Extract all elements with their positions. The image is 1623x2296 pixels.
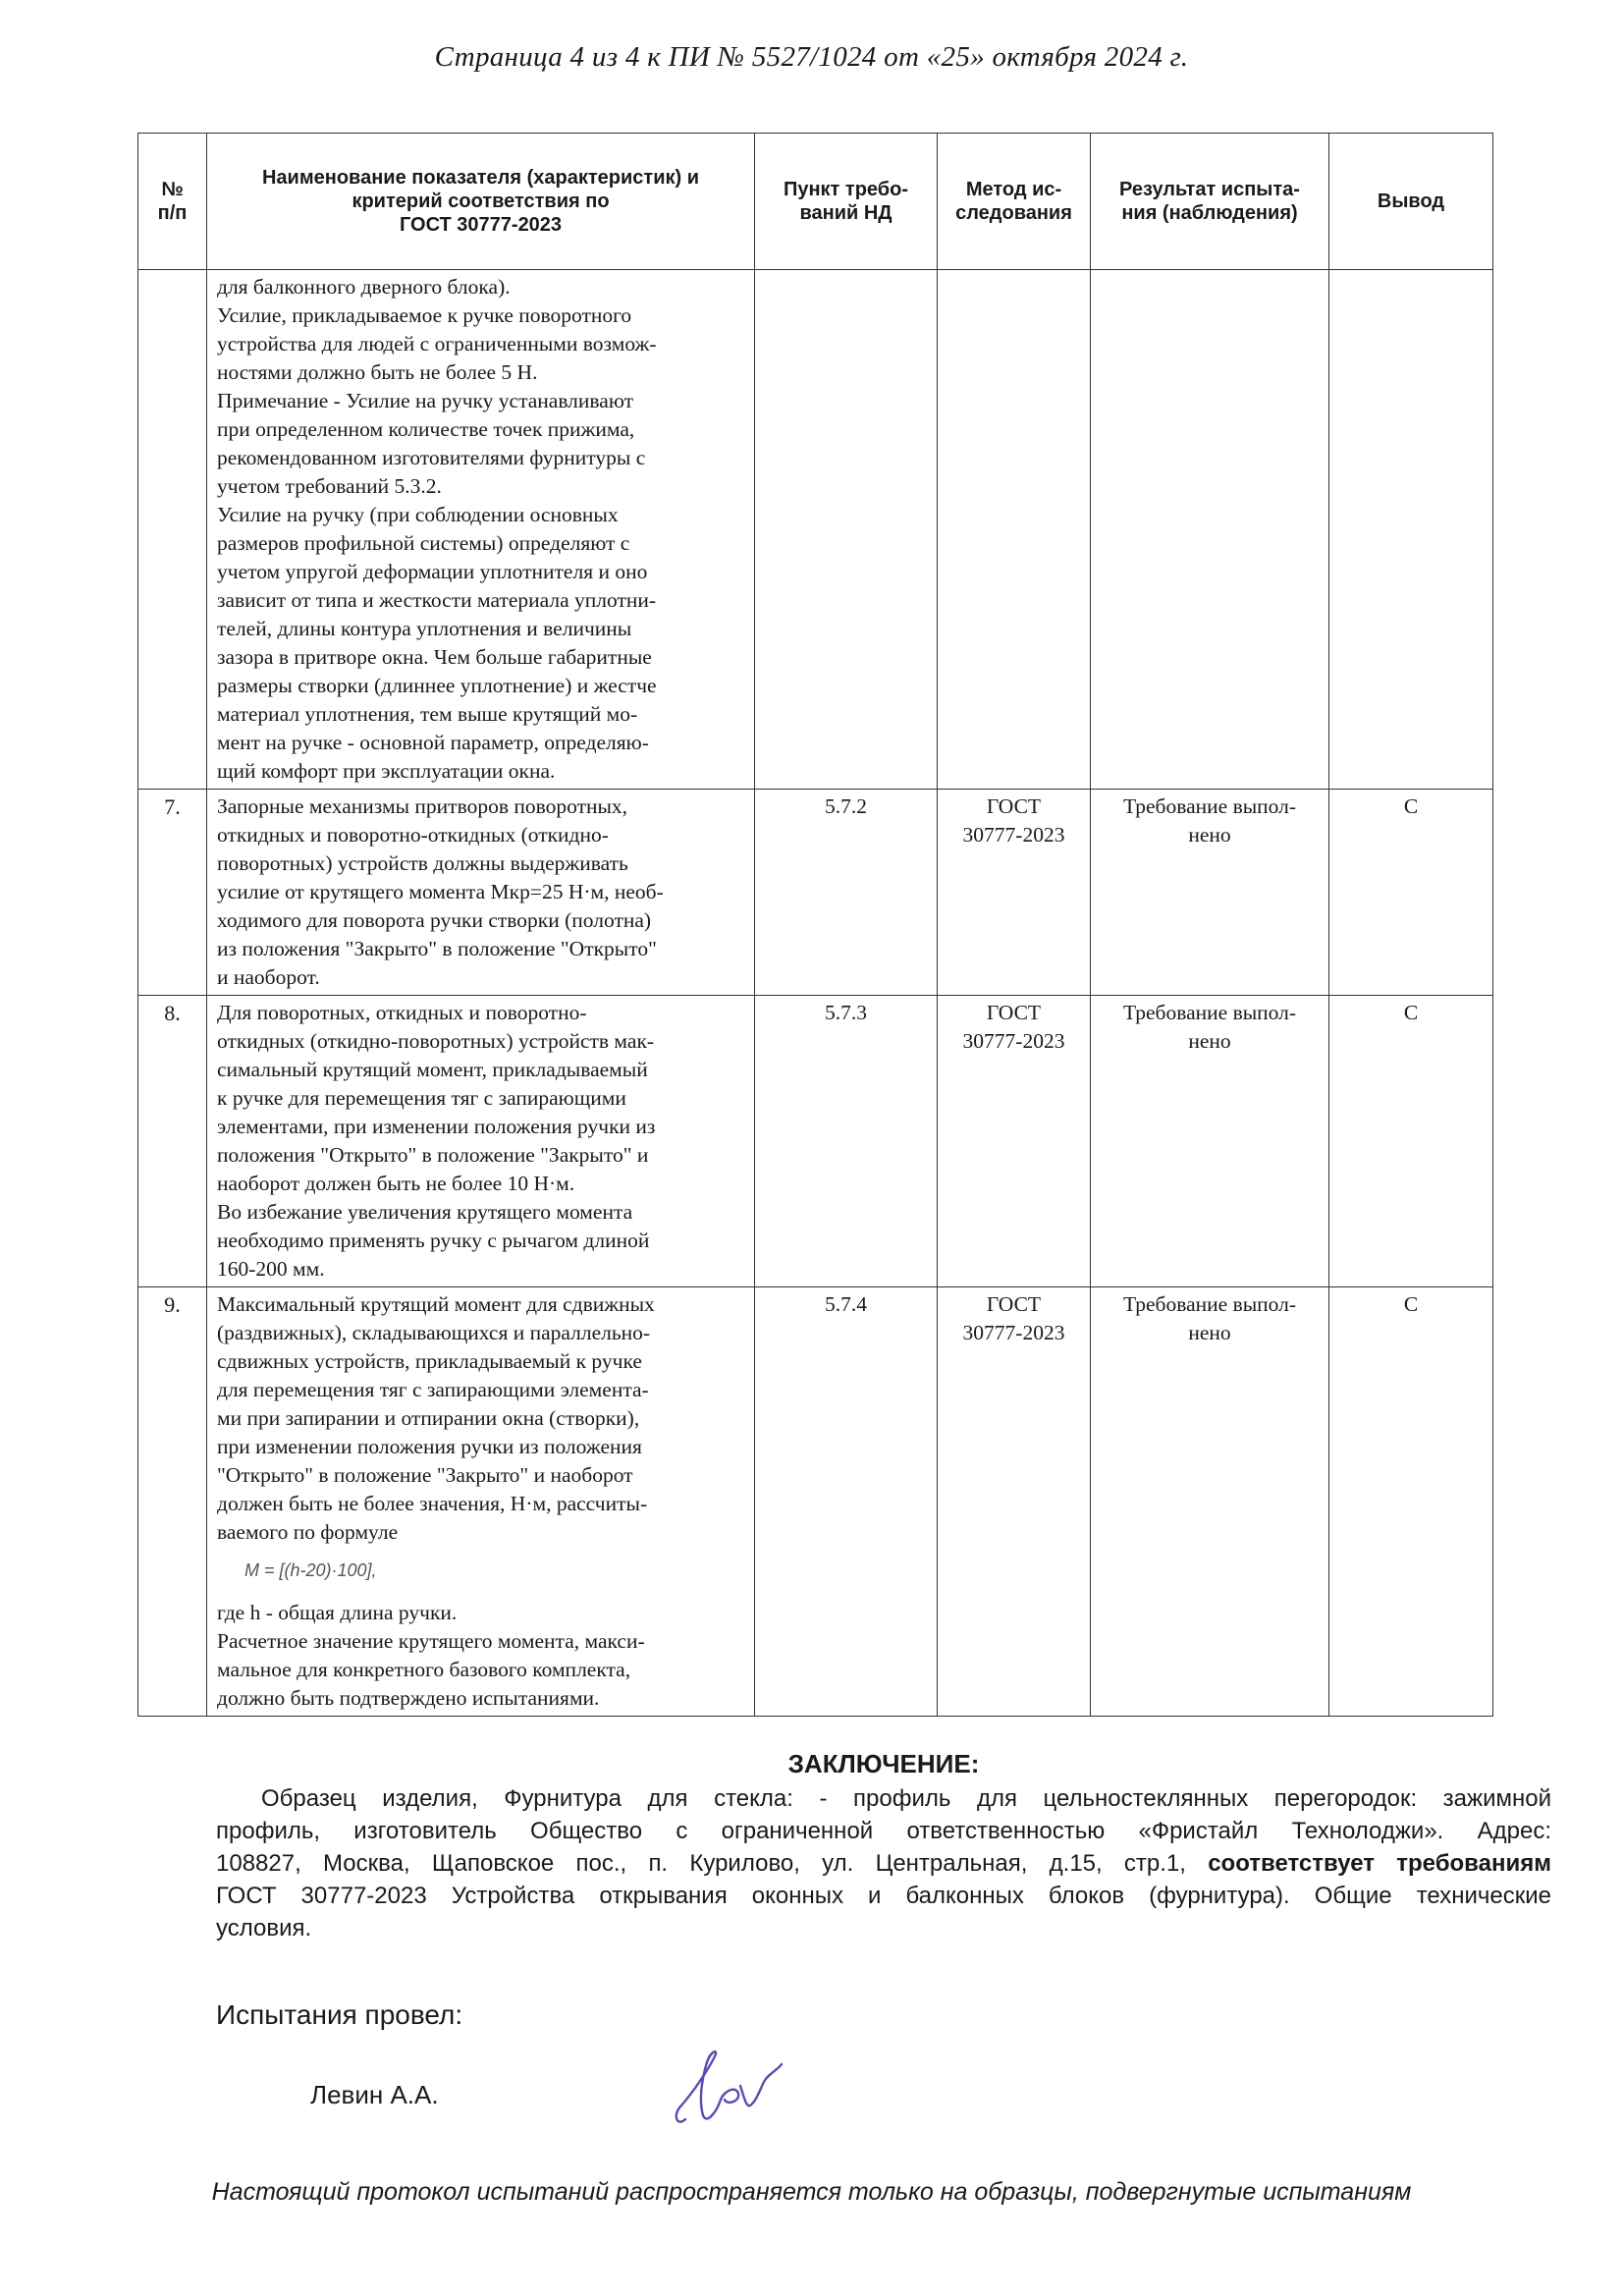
method-cell: [938, 270, 1091, 790]
conclusion-line: [216, 1847, 1551, 1880]
results-table: [137, 133, 1493, 1717]
table-header-row: [138, 134, 1493, 270]
signature-image: [668, 2043, 795, 2131]
conclusion-line: Образец изделия, Фурнитура для стекла: - профиль для цельностеклянных перегородок: зажимной: [261, 1785, 1551, 1812]
header-num: № п/п: [138, 134, 207, 270]
tested-by-label: Испытания провел:: [216, 1999, 463, 2030]
header-verdict: Вывод: [1329, 134, 1493, 270]
table-row: [138, 790, 1493, 996]
conclusion-line: ГОСТ 30777-2023 Устройства открывания оконных и балконных блоков (фурнитура). Общие технические: [216, 1883, 1551, 1909]
verdict-cell: С: [1329, 1287, 1493, 1717]
row-number: 8.: [138, 996, 207, 1287]
conclusion-line: профиль, изготовитель Общество с ограниченной ответственностью «Фристайл Технолоджи». Адрес:: [216, 1818, 1551, 1844]
requirement-text: для балконного дверного блока). Усилие, прикладываемое к ручке поворотного устройства для людей с ограниченными возмож- ностями должно быть не более 5 Н. Примечание - Усилие на ручку устанавливают при определенном количестве точек прижима, рекомендованном изготовителями фурнитуры с учетом требований 5.3.2. Усилие на ручку (при соблюдении основных размеров профильной системы) определяют с учетом упругой деформации уплотнителя и оно зависит от типа и жесткости материала уплотни- телей, длины контура уплотнения и величины зазора в притворе окна. Чем больше габаритные размеры створки (длиннее уплотнение) и жестче материал уплотнения, тем выше крутящий мо- мент на ручке - основной параметр, определяю- щий комфорт при эксплуатации окна.: [207, 270, 755, 790]
result-cell: [1091, 270, 1329, 790]
requirement-text: Запорные механизмы притворов поворотных, откидных и поворотно-откидных (откидно- поворотных) устройств должны выдерживать усилие от крутящего момента Mкр=25 Н·м, необ- ходимого для поворота ручки створки (полотна) из положения "Закрыто" в положение "Открыто" и наоборот.: [207, 790, 755, 996]
result-cell: Требование выпол- нено: [1091, 1287, 1329, 1717]
requirement-text: Максимальный крутящий момент для сдвижных (раздвижных), складывающихся и параллельно- сдвижных устройств, прикладываемый к ручке для перемещения тяг с запирающими элемента- ми при запирании и отпирании окна (створки), при изменении положения ручки из положения "Открыто" в положение "Закрыто" и наоборот должен быть не более значения, Н·м, рассчиты- ваемого по формуле M = [(h-20)·100], где h - общая длина ручки. Расчетное значение крутящего момента, макси- мальное для конкретного базового комплекта, должно быть подтверждено испытаниями.: [207, 1287, 755, 1717]
page-header: Страница 4 из 4 к ПИ № 5527/1024 от «25» октября 2024 г.: [434, 41, 1189, 73]
clause-cell: 5.7.3: [755, 996, 938, 1287]
verdict-cell: С: [1329, 790, 1493, 996]
table-row: [138, 270, 1493, 790]
header-method: Метод ис- следования: [938, 134, 1091, 270]
result-cell: Требование выпол- нено: [1091, 996, 1329, 1287]
conclusion-verdict: соответствует требованиям: [1208, 1850, 1551, 1877]
table-row: [138, 1287, 1493, 1717]
tester-name: Левин А.А.: [310, 2080, 439, 2109]
conclusion-address: 108827, Москва, Щаповское пос., п. Курилово, ул. Центральная, д.15, стр.1,: [216, 1850, 1186, 1877]
conclusion-line: условия.: [216, 1915, 312, 1941]
verdict-cell: С: [1329, 996, 1493, 1287]
conclusion-section: [216, 1748, 1551, 1944]
clause-cell: [755, 270, 938, 790]
row-number: 9.: [138, 1287, 207, 1717]
verdict-cell: [1329, 270, 1493, 790]
table-row: [138, 996, 1493, 1287]
header-clause: Пункт требо- ваний НД: [755, 134, 938, 270]
clause-cell: 5.7.2: [755, 790, 938, 996]
result-cell: Требование выпол- нено: [1091, 790, 1329, 996]
method-cell: ГОСТ 30777-2023: [938, 996, 1091, 1287]
header-name: Наименование показателя (характеристик) и критерий соответствия по ГОСТ 30777-2023: [207, 134, 755, 270]
row-number: 7.: [138, 790, 207, 996]
header-result: Результат испыта- ния (наблюдения): [1091, 134, 1329, 270]
row-number: [138, 270, 207, 790]
clause-cell: 5.7.4: [755, 1287, 938, 1717]
method-cell: ГОСТ 30777-2023: [938, 1287, 1091, 1717]
requirement-text: Для поворотных, откидных и поворотно- откидных (откидно-поворотных) устройств мак- симальный крутящий момент, прикладываемый к ручке для перемещения тяг с запирающими элементами, при изменении положения ручки из положения "Открыто" в положение "Закрыто" и наоборот должен быть не более 10 Н·м. Во избежание увеличения крутящего момента необходимо применять ручку с рычагом длиной 160-200 мм.: [207, 996, 755, 1287]
page-footer: Настоящий протокол испытаний распространяется только на образцы, подвергнутые испытаниям: [211, 2178, 1412, 2206]
method-cell: ГОСТ 30777-2023: [938, 790, 1091, 996]
torque-formula: M = [(h-20)·100],: [244, 1560, 377, 1580]
conclusion-title: ЗАКЛЮЧЕНИЕ:: [787, 1749, 980, 1778]
